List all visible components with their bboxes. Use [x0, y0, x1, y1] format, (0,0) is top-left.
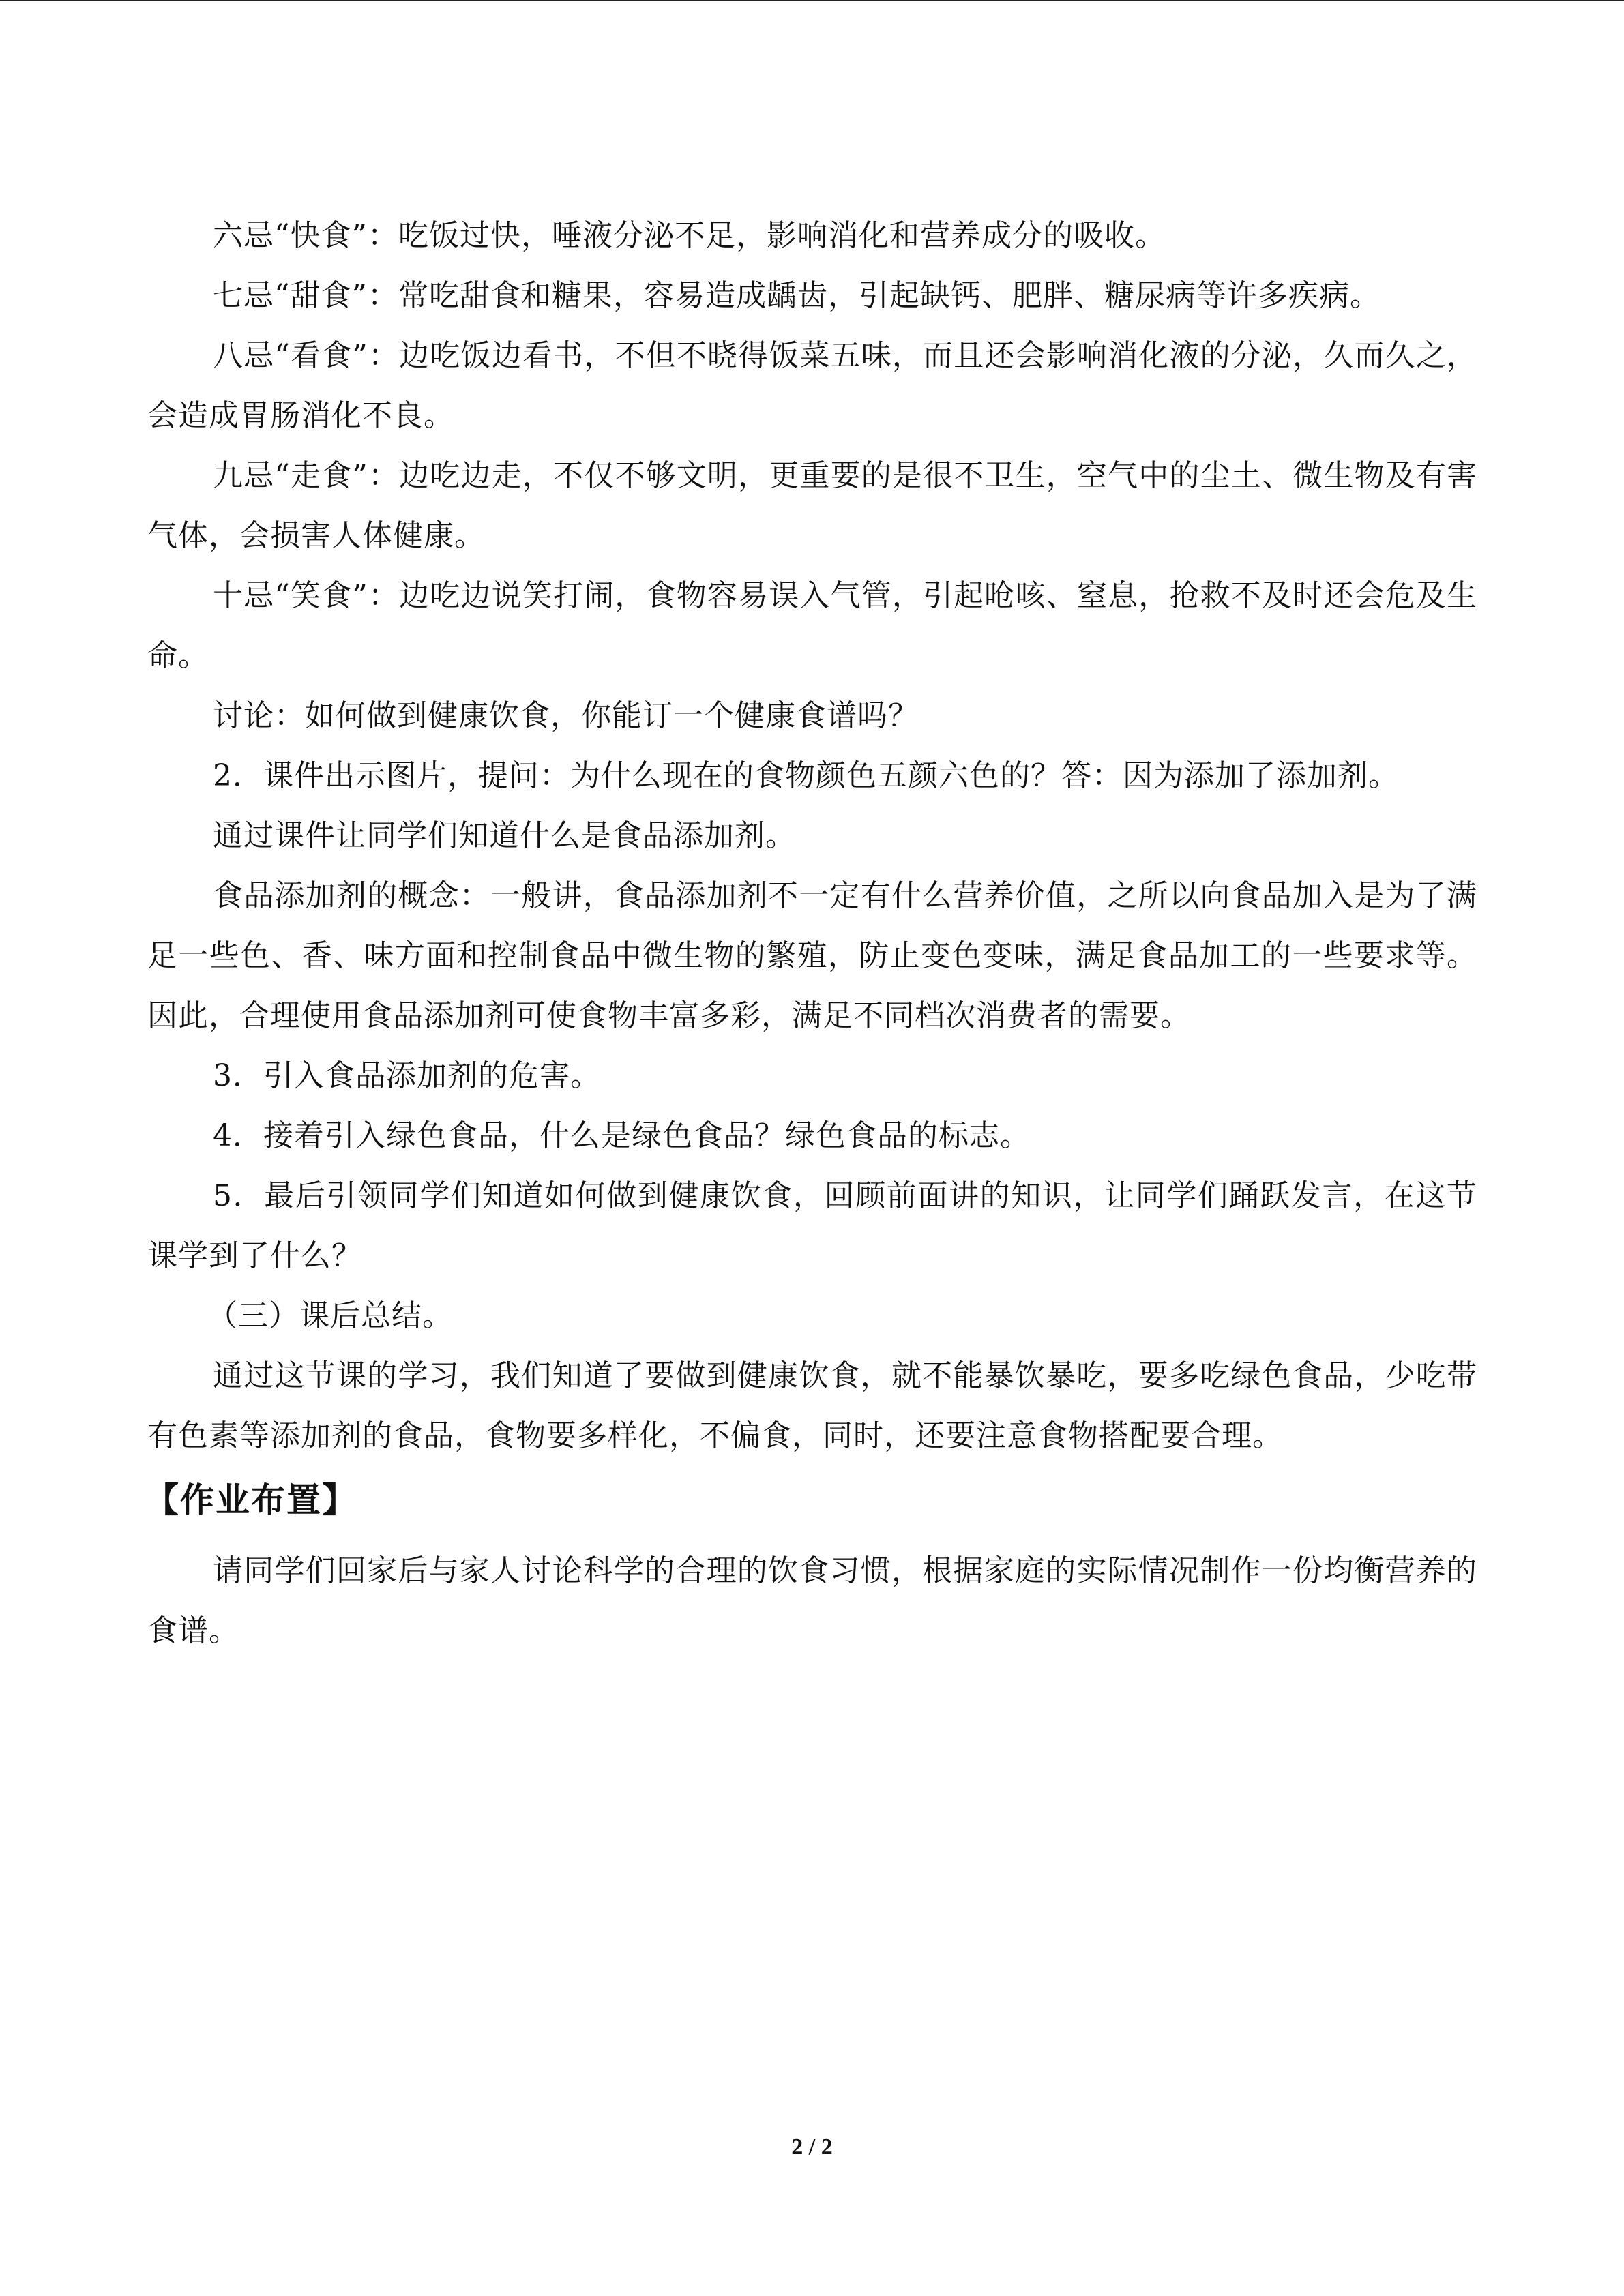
paragraph-additive-concept: 食品添加剂的概念：一般讲，食品添加剂不一定有什么营养价值，之所以向食品加入是为了满足一些色、香、味方面和控制食品中微生物的繁殖，防止变色变味，满足食品加工的一些要求等。因此，合理使用食品添加剂可使食物丰富多彩，满足不同档次消费者的需要。 — [147, 878, 1477, 1033]
paragraph-taboo-9: 九忌“走食”：边吃边走，不仅不够文明，更重要的是很不卫生，空气中的尘土、微生物及有害气体，会损害人体健康。 — [147, 458, 1477, 553]
paragraph-taboo-7: 七忌“甜食”：常吃甜食和糖果，容易造成龋齿，引起缺钙、肥胖、糖尿病等许多疾病。 — [213, 278, 1381, 313]
paragraph-homework: 请同学们回家后与家人讨论科学的合理的饮食习惯，根据家庭的实际情况制作一份均衡营养的食谱。 — [147, 1553, 1477, 1648]
paragraph-discussion: 讨论：如何做到健康饮食，你能订一个健康食谱吗？ — [213, 698, 919, 733]
paragraph-step-4: 4．接着引入绿色食品，什么是绿色食品？绿色食品的标志。 — [213, 1118, 1031, 1153]
paragraph-courseware: 通过课件让同学们知道什么是食品添加剂。 — [213, 818, 796, 853]
paragraph-taboo-6: 六忌“快食”：吃饭过快，唾液分泌不足，影响消化和营养成分的吸收。 — [213, 218, 1166, 253]
paragraph-taboo-8: 八忌“看食”：边吃饭边看书，不但不晓得饭菜五味，而且还会影响消化液的分泌，久而久之，会造成胃肠消化不良。 — [147, 338, 1477, 433]
page-number: 2 / 2 — [791, 2134, 833, 2160]
paragraph-summary: 通过这节课的学习，我们知道了要做到健康饮食，就不能暴饮暴吃，要多吃绿色食品，少吃带有色素等添加剂的食品，食物要多样化，不偏食，同时，还要注意食物搭配要合理。 — [147, 1358, 1477, 1453]
paragraph-taboo-10: 十忌“笑食”：边吃边说笑打闹，食物容易误入气管，引起呛咳、窒息，抢救不及时还会危及生命。 — [147, 578, 1477, 673]
paragraph-step-2: 2．课件出示图片，提问：为什么现在的食物颜色五颜六色的？答：因为添加了添加剂。 — [213, 758, 1399, 793]
page-content — [147, 206, 1477, 1661]
paragraph-step-3: 3．引入食品添加剂的危害。 — [213, 1058, 601, 1093]
paragraph-step-5: 5．最后引领同学们知道如何做到健康饮食，回顾前面讲的知识，让同学们踊跃发言，在这节课学到了什么？ — [147, 1178, 1477, 1273]
paragraph-summary-heading: （三）课后总结。 — [207, 1298, 453, 1333]
section-title-homework: 【作业布置】 — [145, 1480, 357, 1520]
